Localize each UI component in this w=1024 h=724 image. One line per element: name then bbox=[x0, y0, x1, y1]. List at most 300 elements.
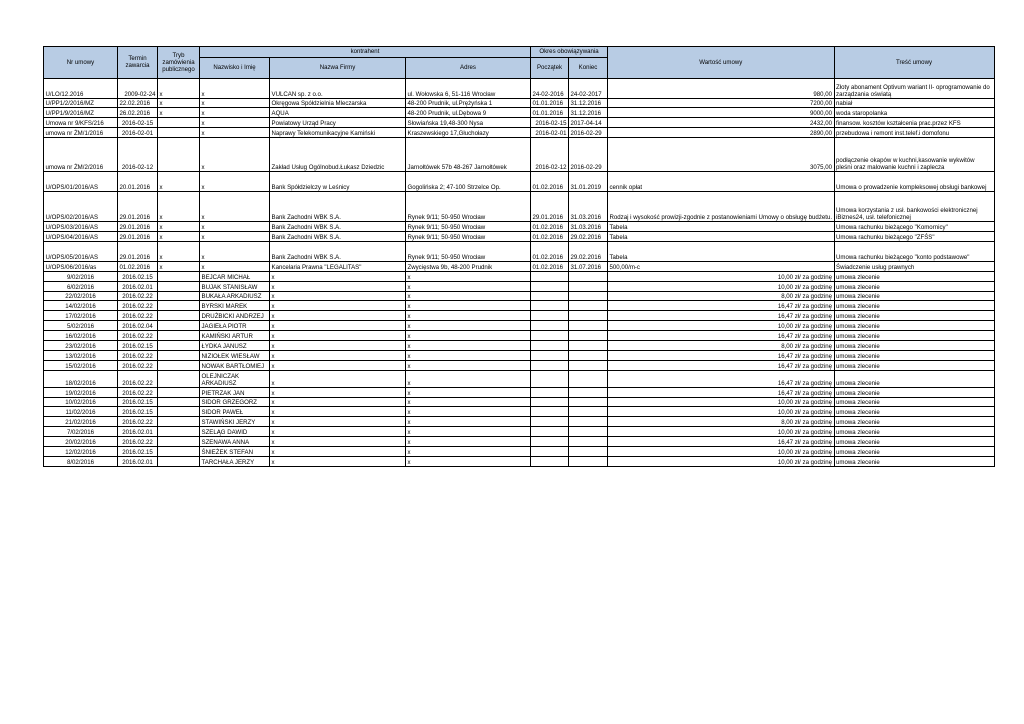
cell-wartosc-umowy: 9000,00 bbox=[608, 108, 835, 118]
cell-poczatek bbox=[531, 370, 569, 387]
cell-adres: x bbox=[406, 321, 531, 331]
cell-nazwa-firmy: Bank Zachodni WBK S.A. bbox=[270, 192, 406, 222]
table-row bbox=[44, 98, 995, 108]
cell-poczatek bbox=[531, 407, 569, 417]
cell-nazwisko-imie: x bbox=[200, 98, 270, 108]
cell-koniec: 31.03.2016 bbox=[569, 222, 608, 232]
cell-tryb bbox=[158, 271, 200, 281]
cell-adres: x bbox=[406, 407, 531, 417]
cell-nazwisko-imie: STAWIŃSKI JERZY bbox=[200, 417, 270, 427]
cell-nazwa-firmy: x bbox=[270, 331, 406, 341]
cell-nr-umowy: 20/02/2016 bbox=[44, 437, 118, 447]
cell-termin-zawarcia: 2016.02.22 bbox=[118, 291, 158, 301]
cell-nr-umowy: 19/02/2016 bbox=[44, 387, 118, 397]
cell-koniec bbox=[569, 291, 608, 301]
cell-poczatek bbox=[531, 387, 569, 397]
cell-nr-umowy: 9/02/2016 bbox=[44, 271, 118, 281]
cell-wartosc-umowy: 980,00 bbox=[608, 78, 835, 98]
cell-koniec bbox=[569, 456, 608, 466]
cell-poczatek bbox=[531, 281, 569, 291]
table-row bbox=[44, 437, 995, 447]
cell-tryb bbox=[158, 281, 200, 291]
cell-nazwisko-imie: x bbox=[200, 128, 270, 138]
cell-termin-zawarcia: 2016.02.01 bbox=[118, 456, 158, 466]
cell-poczatek: 2016-02-12 bbox=[531, 138, 569, 172]
cell-termin-zawarcia: 2016.02.15 bbox=[118, 407, 158, 417]
cell-adres: x bbox=[406, 281, 531, 291]
cell-poczatek bbox=[531, 350, 569, 360]
cell-nazwisko-imie: PIETRZAK JAN bbox=[200, 387, 270, 397]
table-row bbox=[44, 108, 995, 118]
cell-wartosc-umowy: Tabela bbox=[608, 241, 835, 261]
cell-poczatek bbox=[531, 397, 569, 407]
header-tryb-zamowienia: Tryb zamówienia publicznego bbox=[158, 47, 200, 79]
cell-tryb bbox=[158, 321, 200, 331]
table-row bbox=[44, 241, 995, 261]
cell-termin-zawarcia: 2016.02.04 bbox=[118, 321, 158, 331]
cell-nazwa-firmy: x bbox=[270, 407, 406, 417]
cell-nazwa-firmy: x bbox=[270, 387, 406, 397]
cell-tryb: x bbox=[158, 98, 200, 108]
cell-nazwisko-imie: x bbox=[200, 231, 270, 241]
cell-nr-umowy: umowa nr ŻM/2/2016 bbox=[44, 138, 118, 172]
cell-koniec: 24-02-2017 bbox=[569, 78, 608, 98]
cell-adres: x bbox=[406, 370, 531, 387]
cell-nazwa-firmy: x bbox=[270, 340, 406, 350]
cell-koniec bbox=[569, 340, 608, 350]
cell-tryb bbox=[158, 427, 200, 437]
cell-koniec bbox=[569, 437, 608, 447]
cell-tryb: x bbox=[158, 261, 200, 271]
table-row bbox=[44, 281, 995, 291]
cell-nr-umowy: 21/02/2016 bbox=[44, 417, 118, 427]
cell-nazwisko-imie: ŁYDKA JANUSZ bbox=[200, 340, 270, 350]
cell-nr-umowy: 8/02/2016 bbox=[44, 456, 118, 466]
cell-nr-umowy: 16/02/2016 bbox=[44, 331, 118, 341]
cell-nr-umowy: U/PP1/9/2016/MZ bbox=[44, 108, 118, 118]
cell-tresc-umowy: przebudowa i remont inst.telef.i domofonu bbox=[834, 128, 994, 138]
cell-adres: x bbox=[406, 446, 531, 456]
cell-tresc-umowy: umowa zlecenie bbox=[834, 301, 994, 311]
cell-nr-umowy: 22/02/2016 bbox=[44, 291, 118, 301]
cell-nr-umowy: Umowa nr 9/KFS/216 bbox=[44, 118, 118, 128]
cell-termin-zawarcia: 2016.02.22 bbox=[118, 301, 158, 311]
cell-koniec bbox=[569, 301, 608, 311]
table-row bbox=[44, 172, 995, 192]
table-row bbox=[44, 291, 995, 301]
cell-nazwa-firmy: x bbox=[270, 281, 406, 291]
cell-nazwisko-imie: OLEJNICZAK ARKADIUSZ bbox=[200, 370, 270, 387]
cell-nazwisko-imie: SIDOR PAWEŁ bbox=[200, 407, 270, 417]
table-row bbox=[44, 456, 995, 466]
table-row bbox=[44, 78, 995, 98]
cell-nazwisko-imie: BUKAŁA ARKADIUSZ bbox=[200, 291, 270, 301]
cell-adres: x bbox=[406, 437, 531, 447]
cell-tresc-umowy: umowa zlecenie bbox=[834, 291, 994, 301]
cell-tryb bbox=[158, 138, 200, 172]
cell-poczatek: 2016-02-15 bbox=[531, 118, 569, 128]
cell-koniec bbox=[569, 271, 608, 281]
cell-wartosc-umowy: cennik opłat bbox=[608, 172, 835, 192]
cell-nr-umowy: 14/02/2016 bbox=[44, 301, 118, 311]
table-row bbox=[44, 350, 995, 360]
cell-tryb bbox=[158, 128, 200, 138]
cell-nr-umowy: 12/02/2016 bbox=[44, 446, 118, 456]
cell-nazwisko-imie: x bbox=[200, 241, 270, 261]
cell-koniec bbox=[569, 387, 608, 397]
cell-nazwisko-imie: x bbox=[200, 138, 270, 172]
cell-tresc-umowy: umowa zlecenie bbox=[834, 446, 994, 456]
cell-tresc-umowy: umowa zlecenie bbox=[834, 456, 994, 466]
cell-nazwisko-imie: SZENAWA ANNA bbox=[200, 437, 270, 447]
cell-tryb bbox=[158, 446, 200, 456]
table-row bbox=[44, 340, 995, 350]
cell-adres: x bbox=[406, 271, 531, 281]
cell-termin-zawarcia: 2016.02.22 bbox=[118, 417, 158, 427]
cell-poczatek: 01.02.2016 bbox=[531, 241, 569, 261]
cell-tryb bbox=[158, 387, 200, 397]
cell-wartosc-umowy: 10,00 zł/ za godzinę bbox=[608, 456, 835, 466]
cell-nazwisko-imie: ŚNIEŻEK STEFAN bbox=[200, 446, 270, 456]
cell-tresc-umowy: umowa zlecenie bbox=[834, 360, 994, 370]
cell-tryb bbox=[158, 311, 200, 321]
cell-koniec: 2016-02-29 bbox=[569, 128, 608, 138]
cell-termin-zawarcia: 01.02.2016 bbox=[118, 261, 158, 271]
cell-nazwa-firmy: x bbox=[270, 446, 406, 456]
cell-poczatek bbox=[531, 311, 569, 321]
table-row bbox=[44, 321, 995, 331]
header-wartosc-umowy: Wartość umowy bbox=[608, 47, 835, 79]
table-row bbox=[44, 261, 995, 271]
cell-termin-zawarcia: 2016.02.22 bbox=[118, 331, 158, 341]
cell-nazwa-firmy: x bbox=[270, 301, 406, 311]
cell-koniec: 31.01.2019 bbox=[569, 172, 608, 192]
cell-nr-umowy: U/PP1/2/2016/MZ bbox=[44, 98, 118, 108]
cell-koniec bbox=[569, 427, 608, 437]
table-row bbox=[44, 231, 995, 241]
cell-koniec: 29.02.2016 bbox=[569, 231, 608, 241]
header-nazwisko-imie: Nazwisko i Imię bbox=[200, 57, 270, 78]
cell-nr-umowy: 13/02/2016 bbox=[44, 350, 118, 360]
cell-adres: x bbox=[406, 340, 531, 350]
header-koniec: Koniec bbox=[569, 57, 608, 78]
cell-nr-umowy: 7/02/2016 bbox=[44, 427, 118, 437]
cell-nazwa-firmy: VULCAN sp. z o.o. bbox=[270, 78, 406, 98]
cell-wartosc-umowy: 8,00 zł/ za godzinę bbox=[608, 417, 835, 427]
cell-poczatek bbox=[531, 417, 569, 427]
cell-nazwisko-imie: x bbox=[200, 261, 270, 271]
cell-tresc-umowy: umowa zlecenie bbox=[834, 271, 994, 281]
cell-tryb bbox=[158, 417, 200, 427]
cell-poczatek bbox=[531, 291, 569, 301]
cell-nazwa-firmy: x bbox=[270, 360, 406, 370]
table-row bbox=[44, 370, 995, 387]
table-row bbox=[44, 417, 995, 427]
cell-nazwisko-imie: x bbox=[200, 118, 270, 128]
header-poczatek: Początek bbox=[531, 57, 569, 78]
cell-nazwisko-imie: x bbox=[200, 222, 270, 232]
cell-nazwisko-imie: BEJCAR MICHAŁ bbox=[200, 271, 270, 281]
cell-nazwa-firmy: x bbox=[270, 456, 406, 466]
cell-koniec: 31.03.2016 bbox=[569, 192, 608, 222]
cell-poczatek bbox=[531, 331, 569, 341]
cell-tryb bbox=[158, 456, 200, 466]
cell-nazwisko-imie: NOWAK BARTŁOMIEJ bbox=[200, 360, 270, 370]
cell-termin-zawarcia: 2016.02.15 bbox=[118, 397, 158, 407]
cell-wartosc-umowy: 16,47 zł/ za godzinę bbox=[608, 370, 835, 387]
cell-tryb: x bbox=[158, 231, 200, 241]
cell-adres: Zwycięstwa 9b, 48-200 Prudnik bbox=[406, 261, 531, 271]
cell-nazwa-firmy: x bbox=[270, 437, 406, 447]
cell-wartosc-umowy: 10,00 zł/ za godzinę bbox=[608, 281, 835, 291]
cell-nr-umowy: U/OPS/06/2016/as bbox=[44, 261, 118, 271]
cell-poczatek: 24-02-2016 bbox=[531, 78, 569, 98]
cell-nr-umowy: umowa nr ŻM/1/2016 bbox=[44, 128, 118, 138]
table-row bbox=[44, 138, 995, 172]
cell-tresc-umowy: Umowa rachunku bieżącego "Komornicy" bbox=[834, 222, 994, 232]
cell-nr-umowy: 10/02/2016 bbox=[44, 397, 118, 407]
cell-tresc-umowy: umowa zlecenie bbox=[834, 321, 994, 331]
cell-koniec bbox=[569, 407, 608, 417]
cell-tresc-umowy: umowa zlecenie bbox=[834, 437, 994, 447]
cell-nazwisko-imie: x bbox=[200, 108, 270, 118]
cell-termin-zawarcia: 2016.02.22 bbox=[118, 387, 158, 397]
cell-wartosc-umowy: 16,47 zł/ za godzinę bbox=[608, 331, 835, 341]
cell-nr-umowy: 5/02/2016 bbox=[44, 321, 118, 331]
cell-tryb bbox=[158, 407, 200, 417]
table-row bbox=[44, 446, 995, 456]
cell-tresc-umowy: Umowa korzystania z usł. bankowości elektronicznej iBiznes24, usł. telefonicznej bbox=[834, 192, 994, 222]
cell-tryb: x bbox=[158, 222, 200, 232]
cell-koniec bbox=[569, 350, 608, 360]
cell-termin-zawarcia: 2016.02.22 bbox=[118, 350, 158, 360]
cell-tresc-umowy: umowa zlecenie bbox=[834, 350, 994, 360]
cell-tresc-umowy: umowa zlecenie bbox=[834, 407, 994, 417]
cell-wartosc-umowy: 7200,00 bbox=[608, 98, 835, 108]
cell-adres: Gogolińska 2; 47-100 Strzelce Op. bbox=[406, 172, 531, 192]
cell-termin-zawarcia: 29.01.2016 bbox=[118, 231, 158, 241]
cell-wartosc-umowy: 16,47 zł/ za godzinę bbox=[608, 437, 835, 447]
cell-koniec bbox=[569, 417, 608, 427]
cell-wartosc-umowy: 10,00 zł/ za godzinę bbox=[608, 321, 835, 331]
table-row bbox=[44, 331, 995, 341]
cell-koniec bbox=[569, 321, 608, 331]
cell-tresc-umowy: umowa zlecenie bbox=[834, 331, 994, 341]
cell-nazwisko-imie: x bbox=[200, 78, 270, 98]
cell-wartosc-umowy: 16,47 zł/ za godzinę bbox=[608, 301, 835, 311]
cell-nazwisko-imie: SZELĄG DAWID bbox=[200, 427, 270, 437]
cell-koniec bbox=[569, 360, 608, 370]
cell-tresc-umowy: umowa zlecenie bbox=[834, 417, 994, 427]
cell-tresc-umowy: umowa zlecenie bbox=[834, 427, 994, 437]
cell-koniec: 2017-04-14 bbox=[569, 118, 608, 128]
cell-nazwa-firmy: x bbox=[270, 427, 406, 437]
cell-wartosc-umowy: 16,47 zł/ za godzinę bbox=[608, 350, 835, 360]
cell-wartosc-umowy: Rodzaj i wysokość prowizji-zgodnie z postanowieniami Umowy o obsługę budżetu. bbox=[608, 192, 835, 222]
cell-termin-zawarcia: 2016.02.15 bbox=[118, 271, 158, 281]
cell-nazwa-firmy: Powiatowy Urząd Pracy bbox=[270, 118, 406, 128]
cell-tryb bbox=[158, 331, 200, 341]
cell-adres: Rynek 9/11; 50-950 Wrocław bbox=[406, 231, 531, 241]
cell-koniec bbox=[569, 311, 608, 321]
cell-termin-zawarcia: 2016-02-01 bbox=[118, 128, 158, 138]
cell-nazwisko-imie: TARCHAŁA JERZY bbox=[200, 456, 270, 466]
cell-adres: x bbox=[406, 311, 531, 321]
cell-tryb: x bbox=[158, 241, 200, 261]
cell-tresc-umowy: umowa zlecenie bbox=[834, 387, 994, 397]
cell-termin-zawarcia: 2016.02.22 bbox=[118, 360, 158, 370]
table-body bbox=[44, 78, 995, 466]
cell-nazwa-firmy: Zakład Usług Ogólnobud.Łukasz Dziedzic bbox=[270, 138, 406, 172]
cell-adres: Rynek 9/11; 50-950 Wrocław bbox=[406, 241, 531, 261]
cell-poczatek bbox=[531, 271, 569, 281]
table-row bbox=[44, 397, 995, 407]
cell-tryb: x bbox=[158, 172, 200, 192]
cell-adres: Rynek 9/11; 50-950 Wrocław bbox=[406, 222, 531, 232]
cell-nazwisko-imie: BYRSKI MAREK bbox=[200, 301, 270, 311]
cell-nazwisko-imie: BUJAK STANISŁAW bbox=[200, 281, 270, 291]
header-kontrahent: kontrahent bbox=[200, 47, 531, 58]
cell-termin-zawarcia: 2009-02-24 bbox=[118, 78, 158, 98]
cell-termin-zawarcia: 2016.02.01 bbox=[118, 281, 158, 291]
cell-poczatek bbox=[531, 360, 569, 370]
cell-poczatek: 01.02.2016 bbox=[531, 261, 569, 271]
table-row bbox=[44, 311, 995, 321]
cell-adres: Kraszewskiego 17,Głuchołazy bbox=[406, 128, 531, 138]
cell-koniec bbox=[569, 331, 608, 341]
cell-adres: Słowiańska 19,48-300 Nysa bbox=[406, 118, 531, 128]
cell-nazwisko-imie: JAGIEŁA PIOTR bbox=[200, 321, 270, 331]
cell-tryb: x bbox=[158, 78, 200, 98]
cell-termin-zawarcia: 2016.02.15 bbox=[118, 446, 158, 456]
table-row bbox=[44, 192, 995, 222]
cell-nr-umowy: U/OPS/01/2016/AS bbox=[44, 172, 118, 192]
cell-termin-zawarcia: 26.02.2016 bbox=[118, 108, 158, 118]
cell-poczatek bbox=[531, 427, 569, 437]
cell-tryb bbox=[158, 370, 200, 387]
cell-nr-umowy: 11/02/2016 bbox=[44, 407, 118, 417]
cell-tresc-umowy: Umowa o prowadzenie kompleksowej obsługi bankowej bbox=[834, 172, 994, 192]
cell-termin-zawarcia: 2016-02-15 bbox=[118, 118, 158, 128]
cell-tresc-umowy: Złoty abonament Optivum wariant II- oprogramowanie do zarządzania oświatą bbox=[834, 78, 994, 98]
cell-nazwa-firmy: Bank Zachodni WBK S.A. bbox=[270, 231, 406, 241]
cell-tryb bbox=[158, 360, 200, 370]
cell-tryb bbox=[158, 291, 200, 301]
cell-tryb bbox=[158, 340, 200, 350]
cell-nazwisko-imie: DRUŻBICKI ANDRZEJ bbox=[200, 311, 270, 321]
cell-adres: x bbox=[406, 331, 531, 341]
cell-nr-umowy: U/OPS/03/2016/AS bbox=[44, 222, 118, 232]
cell-nazwa-firmy: Okręgowa Spółdzielnia Mleczarska bbox=[270, 98, 406, 108]
cell-tresc-umowy: umowa zlecenie bbox=[834, 397, 994, 407]
cell-poczatek bbox=[531, 446, 569, 456]
cell-wartosc-umowy: 10,00 zł/ za godzinę bbox=[608, 427, 835, 437]
cell-nazwisko-imie: SIDOR GRZEGORZ bbox=[200, 397, 270, 407]
cell-termin-zawarcia: 29.01.2016 bbox=[118, 222, 158, 232]
cell-tresc-umowy: nabiał bbox=[834, 98, 994, 108]
cell-poczatek: 01.02.2016 bbox=[531, 172, 569, 192]
cell-koniec: 31.12.2016 bbox=[569, 108, 608, 118]
cell-nr-umowy: U/OPS/05/2016/AS bbox=[44, 241, 118, 261]
header-nr-umowy: Nr umowy bbox=[44, 47, 118, 79]
cell-nr-umowy: 17/02/2016 bbox=[44, 311, 118, 321]
cell-koniec: 31.12.2016 bbox=[569, 98, 608, 108]
cell-nazwisko-imie: x bbox=[200, 192, 270, 222]
cell-nr-umowy: U/OPS/04/2016/AS bbox=[44, 231, 118, 241]
table-row bbox=[44, 128, 995, 138]
cell-nazwa-firmy: Bank Zachodni WBK S.A. bbox=[270, 222, 406, 232]
cell-nazwisko-imie: NIZIOŁEK WIESŁAW bbox=[200, 350, 270, 360]
cell-poczatek: 2016-02-01 bbox=[531, 128, 569, 138]
cell-poczatek bbox=[531, 340, 569, 350]
cell-poczatek bbox=[531, 301, 569, 311]
header-nazwa-firmy: Nazwa Firmy bbox=[270, 57, 406, 78]
cell-nr-umowy: U/LO/12.2016 bbox=[44, 78, 118, 98]
header-okres-obowiazywania: Okres obowiązywania bbox=[531, 47, 608, 58]
table-header bbox=[44, 47, 995, 79]
header-termin-zawarcia: Termin zawarcia bbox=[118, 47, 158, 79]
cell-wartosc-umowy: 500,00/m-c bbox=[608, 261, 835, 271]
cell-koniec: 31.07.2016 bbox=[569, 261, 608, 271]
cell-adres: x bbox=[406, 301, 531, 311]
cell-nazwa-firmy: Bank Zachodni WBK S.A. bbox=[270, 241, 406, 261]
cell-adres: 48-200 Prudnik, ul.Dębowa 9 bbox=[406, 108, 531, 118]
cell-termin-zawarcia: 2016.02.22 bbox=[118, 370, 158, 387]
cell-adres: x bbox=[406, 291, 531, 301]
cell-nr-umowy: U/OPS/02/2016/AS bbox=[44, 192, 118, 222]
cell-tresc-umowy: finansow. kosztów kształcenia prac.przez KFS bbox=[834, 118, 994, 128]
cell-nr-umowy: 18/02/2016 bbox=[44, 370, 118, 387]
table-row bbox=[44, 301, 995, 311]
contracts-table bbox=[43, 46, 995, 467]
cell-nazwa-firmy: x bbox=[270, 321, 406, 331]
cell-wartosc-umowy: Tabela bbox=[608, 231, 835, 241]
cell-wartosc-umowy: 16,47 zł/ za godzinę bbox=[608, 311, 835, 321]
cell-termin-zawarcia: 20.01.2016 bbox=[118, 172, 158, 192]
cell-wartosc-umowy: 3075,00 bbox=[608, 138, 835, 172]
cell-poczatek bbox=[531, 437, 569, 447]
cell-adres: x bbox=[406, 350, 531, 360]
cell-poczatek: 01.02.2016 bbox=[531, 222, 569, 232]
cell-tryb bbox=[158, 301, 200, 311]
cell-poczatek: 01.01.2016 bbox=[531, 108, 569, 118]
cell-tresc-umowy: umowa zlecenie bbox=[834, 340, 994, 350]
cell-tryb bbox=[158, 397, 200, 407]
cell-poczatek: 01.02.2016 bbox=[531, 231, 569, 241]
cell-tryb: x bbox=[158, 192, 200, 222]
cell-tresc-umowy: Umowa rachunku bieżącego "konto podstawowe" bbox=[834, 241, 994, 261]
cell-tresc-umowy: Umowa rachunku bieżącego "ZFŚS" bbox=[834, 231, 994, 241]
cell-poczatek: 01.01.2016 bbox=[531, 98, 569, 108]
cell-wartosc-umowy: 10,00 zł/ za godzinę bbox=[608, 446, 835, 456]
header-adres: Adres bbox=[406, 57, 531, 78]
cell-nazwisko-imie: x bbox=[200, 172, 270, 192]
cell-termin-zawarcia: 2016.02.22 bbox=[118, 437, 158, 447]
cell-wartosc-umowy: 2890,00 bbox=[608, 128, 835, 138]
cell-nr-umowy: 6/02/2016 bbox=[44, 281, 118, 291]
table-row bbox=[44, 118, 995, 128]
cell-poczatek bbox=[531, 456, 569, 466]
cell-adres: x bbox=[406, 427, 531, 437]
cell-wartosc-umowy: 16,47 zł/ za godzinę bbox=[608, 360, 835, 370]
cell-adres: x bbox=[406, 360, 531, 370]
table-row bbox=[44, 271, 995, 281]
cell-tryb bbox=[158, 437, 200, 447]
cell-nr-umowy: 15/02/2016 bbox=[44, 360, 118, 370]
cell-nazwa-firmy: x bbox=[270, 370, 406, 387]
cell-adres: ul. Wołowska 6, 51-116 Wrocław bbox=[406, 78, 531, 98]
cell-termin-zawarcia: 29.01.2016 bbox=[118, 192, 158, 222]
